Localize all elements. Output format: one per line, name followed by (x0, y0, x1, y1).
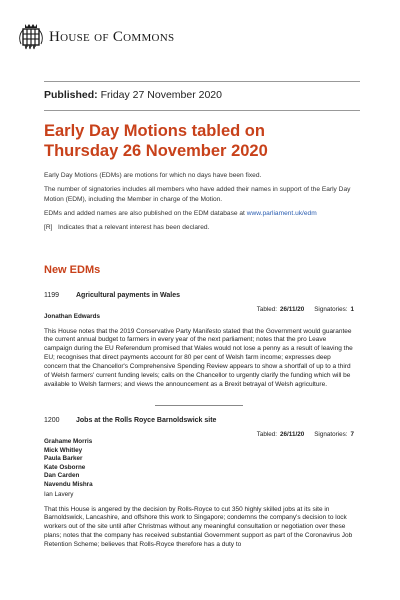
section-heading-new-edms: New EDMs (44, 264, 101, 276)
page-title (44, 121, 364, 161)
tabled-date: 26/11/20 (280, 306, 305, 313)
header-divider-bottom (44, 110, 360, 111)
edm-sponsor: Paula Barker (44, 455, 83, 462)
edm-motion-text: This House notes that the 2019 Conservative Party Manifesto stated that the Government would guarantee the current annual budget to farmers in every year of the next parliament; notes that the pro Leave campaign during the EU Referendum promised that Wales would not lose a penny as a result of leaving the EU; recognises that direct payments account for 80 per cent of Welsh farm income; expresses deep concern that the Chancellor's Comprehensive Spending Review appears to show a shortfall of up to a third of Welsh farmers' current funding levels; calls on the Chancellor to urgently clarify the funding which will be available to Welsh farmers; and views the announcement as a Brexit betrayal of Welsh agriculture. (44, 327, 353, 388)
intro-notes (44, 171, 364, 237)
title-line-2: Thursday 26 November 2020 (44, 142, 268, 160)
intro-paragraph-3 (44, 209, 364, 219)
published-line (44, 89, 222, 101)
published-label: Published: (44, 89, 98, 101)
edm-title: Jobs at the Rolls Royce Barnoldswick site (76, 417, 217, 424)
edm-sponsor: Jonathan Edwards (44, 313, 100, 320)
relevant-interest-text: Indicates that a relevant interest has been declared. (58, 224, 210, 232)
tabled-label: Tabled: (256, 306, 278, 313)
edm-number: 1199 (44, 292, 60, 299)
tabled-date: 26/11/20 (280, 431, 305, 438)
edm-motion-text: That this House is angered by the decision by Rolls-Royce to cut 350 highly skilled jobs at its site in Barnoldswick, Lancashire, and offshore this work to Singapore; condemns the company's decision to lock workers out of the site until after Christmas without any meaningful consultation or negotiation over these plans; notes that the company has received substantial Government support as part of the Coronavirus Job Retention Scheme; believes that Rolls-Royce therefore has a duty to (44, 505, 353, 549)
edm-sponsor: Mick Whitley (44, 446, 83, 454)
signatories-count: 7 (350, 431, 354, 438)
intro-paragraph-4 (44, 223, 364, 233)
title-line-1: Early Day Motions tabled on (44, 122, 265, 140)
portcullis-icon (19, 22, 43, 52)
signatories-label: Signatories: (314, 306, 348, 313)
edm-sponsor: Dan Carden (44, 472, 80, 479)
house-name: House of Commons (49, 28, 175, 45)
intro-paragraph-1: Early Day Motions (EDMs) are motions for which no days have been fixed. (44, 172, 262, 179)
signatories-label: Signatories: (314, 431, 348, 438)
edm-entry (44, 417, 354, 550)
edm-title: Agricultural payments in Wales (76, 292, 180, 299)
edm-sponsor: Grahame Morris (44, 438, 93, 445)
edm-meta (44, 431, 354, 438)
edm-entry (44, 292, 354, 390)
edm-sponsor: Navendu Mishra (44, 480, 93, 488)
intro-paragraph-3-text: EDMs and added names are also published on the EDM database at (44, 209, 247, 217)
signatories-count: 1 (350, 306, 354, 313)
intro-paragraph-2: The number of signatories includes all members who have added their names in support of the Early Day Motion (EDM), including the Member in charge of the Motion. (44, 186, 351, 203)
edm-sponsor: Kate Osborne (44, 463, 86, 471)
header-divider-top (44, 81, 360, 82)
edm-separator (155, 405, 243, 406)
edm-number: 1200 (44, 417, 60, 424)
relevant-interest-tag: [R] (44, 224, 53, 232)
published-date: Friday 27 November 2020 (100, 89, 222, 101)
masthead (19, 21, 174, 53)
edm-heading (44, 417, 354, 429)
edm-database-link[interactable]: www.parliament.uk/edm (246, 209, 317, 217)
edm-supporter: Ian Lavery (44, 491, 74, 498)
edm-meta (44, 306, 354, 313)
edm-heading (44, 292, 354, 304)
tabled-label: Tabled: (256, 431, 278, 438)
